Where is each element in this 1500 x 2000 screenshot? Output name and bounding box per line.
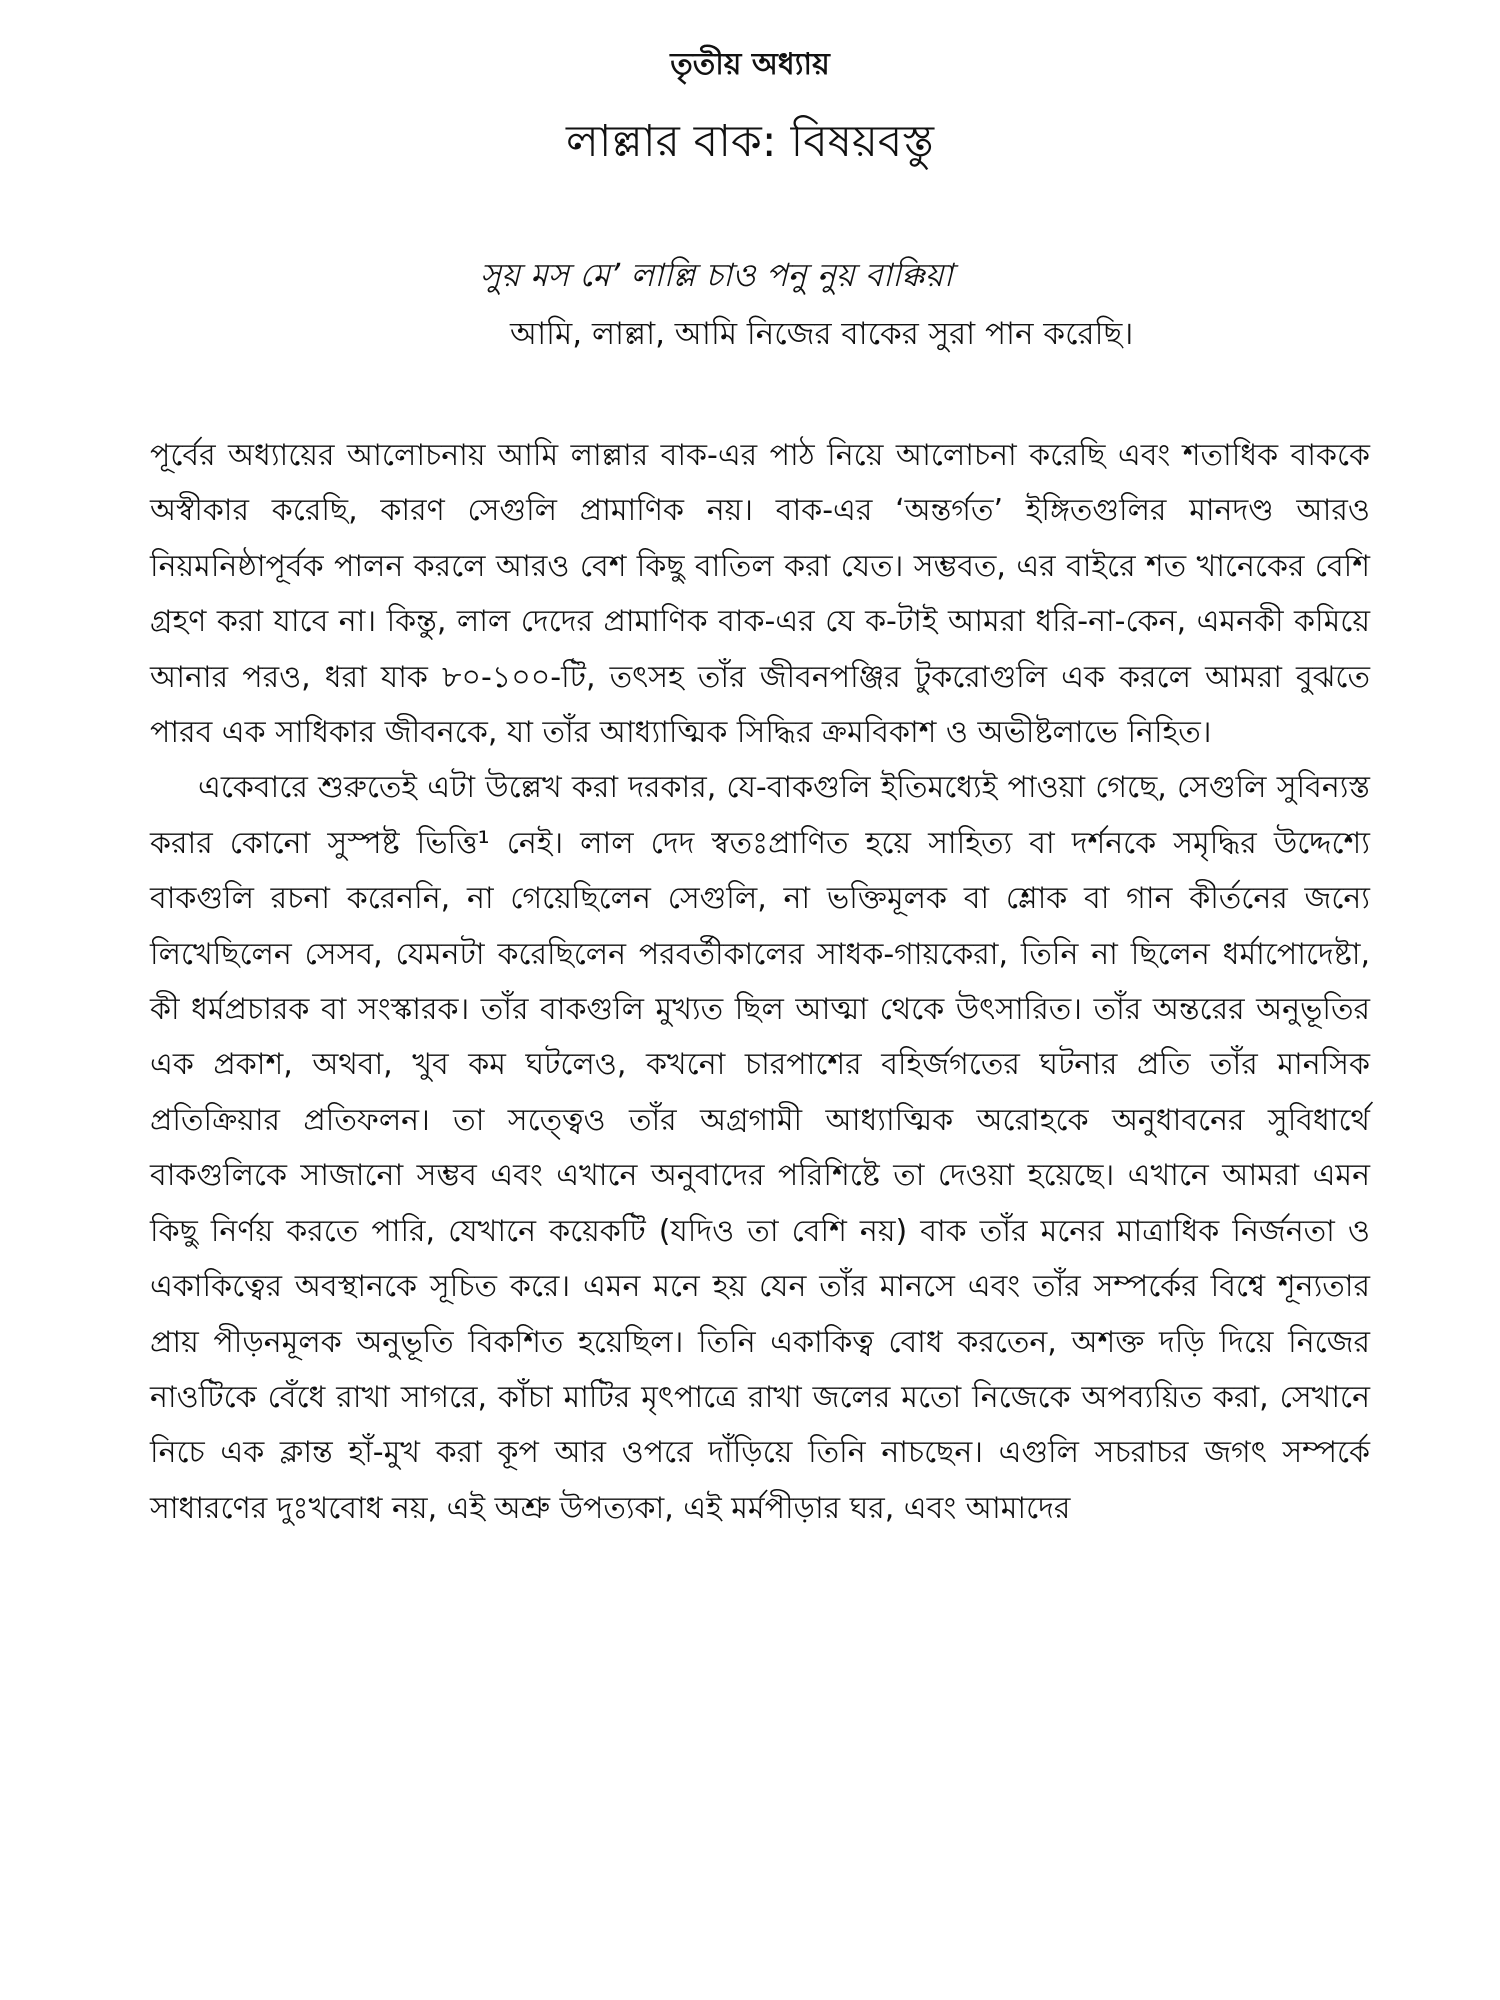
body-text [150,428,1370,1536]
chapter-label: তৃতীয় অধ্যায় [670,47,830,82]
paragraph-1: পূর্বের অধ্যায়ের আলোচনায় আমি লাল্লার বাক-এর পাঠ নিয়ে আলোচনা করেছি এবং শতাধিক বাককে অস্বীকার করেছি, কারণ সেগুলি প্রামাণিক নয়। বাক-এর ‘অন্তর্গত’ ইঙ্গিতগুলির মানদণ্ড আরও নিয়মনিষ্ঠাপূর্বক পালন করলে আরও বেশ কিছু বাতিল করা যেত। সম্ভবত, এর বাইরে শত খানেকের বেশি গ্রহণ করা যাবে না। কিন্তু, লাল দেদের প্রামাণিক বাক-এর যে ক-টাই আমরা ধরি-না-কেন, এমনকী কমিয়ে আনার পরও, ধরা যাক ৮০-১০০-টি, তৎসহ তাঁর জীবনপঞ্জির টুকরোগুলি এক করলে আমরা বুঝতে পারব এক সাধিকার জীবনকে, যা তাঁর আধ্যাত্মিক সিদ্ধির ক্রমবিকাশ ও অভীষ্টলাভে নিহিত। [150,438,1370,751]
paragraph-2: একেবারে শুরুতেই এটা উল্লেখ করা দরকার, যে-বাকগুলি ইতিমধ্যেই পাওয়া গেছে, সেগুলি সুবিন্যস্ত করার কোনো সুস্পষ্ট ভিত্তি¹ নেই। লাল দেদ স্বতঃপ্রাণিত হয়ে সাহিত্য বা দর্শনকে সমৃদ্ধির উদ্দেশ্যে বাকগুলি রচনা করেননি, না গেয়েছিলেন সেগুলি, না ভক্তিমূলক বা শ্লোক বা গান কীর্তনের জন্যে লিখেছিলেন সেসব, যেমনটা করেছিলেন পরবর্তীকালের সাধক-গায়কেরা, তিনি না ছিলেন ধর্মাপোদেষ্টা, কী ধর্মপ্রচারক বা সংস্কারক। তাঁর বাকগুলি মুখ্যত ছিল আত্মা থেকে উৎসারিত। তাঁর অন্তরের অনুভূতির এক প্রকাশ, অথবা, খুব কম ঘটলেও, কখনো চারপাশের বহির্জগতের ঘটনার প্রতি তাঁর মানসিক প্রতিক্রিয়ার প্রতিফলন। তা সত্ত্বেও তাঁর অগ্রগামী আধ্যাত্মিক অরোহকে অনুধাবনের সুবিধার্থে বাকগুলিকে সাজানো সম্ভব এবং এখানে অনুবাদের পরিশিষ্টে তা দেওয়া হয়েছে। এখানে আমরা এমন কিছু নির্ণয় করতে পারি, যেখানে কয়েকটি (যদিও তা বেশি নয়) বাক তাঁর মনের মাত্রাধিক নির্জনতা ও একাকিত্বের অবস্থানকে সূচিত করে। এমন মনে হয় যেন তাঁর মানসে এবং তাঁর সম্পর্কের বিশ্বে শূন্যতার প্রায় পীড়নমূলক অনুভূতি বিকশিত হয়েছিল। তিনি একাকিত্ব বোধ করতেন, অশক্ত দড়ি দিয়ে নিজের নাওটিকে বেঁধে রাখা সাগরে, কাঁচা মাটির মৃৎপাত্রে রাখা জলের মতো নিজেকে অপব্যয়িত করা, সেখানে নিচে এক ক্লান্ত হাঁ-মুখ করা কূপ আর ওপরে দাঁড়িয়ে তিনি নাচছেন। এগুলি সচরাচর জগৎ সম্পর্কে সাধারণের দুঃখবোধ নয়, এই অশ্রু উপত্যকা, এই মর্মপীড়ার ঘর, এবং আমাদের [150,770,1370,1526]
epigraph-translation: আমি, লাল্লা, আমি নিজের বাকের সুরা পান করেছি। [510,316,1134,352]
epigraph-original: সুয় মস মে’ লাল্লি চাও পনু নুয় বাক্কিয়া [480,256,953,294]
chapter-title: লাল্লার বাক: বিষয়বস্তু [565,116,935,167]
